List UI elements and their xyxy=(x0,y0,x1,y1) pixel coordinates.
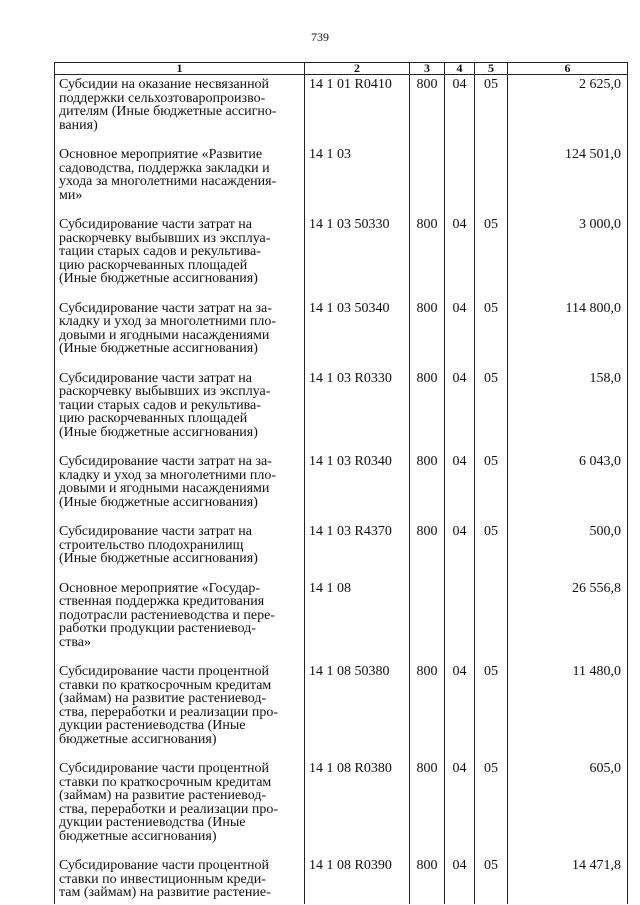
description-line: довыми и ягодными насаждениями xyxy=(59,481,270,496)
subsection-code xyxy=(475,566,508,650)
description-line: подотрасли растениеводства и пере- xyxy=(59,607,275,623)
expense-type-code: 800 xyxy=(410,439,445,509)
table-row xyxy=(55,439,628,509)
row-description xyxy=(55,843,305,900)
row-description xyxy=(55,75,305,133)
budget-classification-code: 14 1 08 50380 xyxy=(305,649,410,746)
subsection-code: 05 xyxy=(475,202,508,286)
description-line: Субсидирование части затрат на xyxy=(59,370,253,386)
section-code xyxy=(445,132,475,202)
description-line: дукции растениеводства (Иные xyxy=(59,815,246,830)
section-code: 04 xyxy=(445,843,475,900)
budget-classification-code: 14 1 03 50330 xyxy=(305,202,410,286)
description-line: Субсидирование части процентной xyxy=(59,664,269,679)
description-line: строительство плодохранилищ xyxy=(59,537,244,553)
subsection-code: 05 xyxy=(475,843,508,900)
description-line: Субсидирование части затрат на за- xyxy=(59,300,272,316)
description-line: тации старых садов и рекультива- xyxy=(59,244,261,259)
section-code: 04 xyxy=(445,649,475,746)
description-line: ухода за многолетними насаждения- xyxy=(59,174,277,189)
table-row xyxy=(55,356,628,440)
expense-type-code: 800 xyxy=(410,286,445,356)
description-line: ми» xyxy=(59,187,83,203)
expense-type-code: 800 xyxy=(410,75,445,133)
table-row xyxy=(55,509,628,566)
description-line: ственная поддержка кредитования xyxy=(59,594,265,609)
table-row xyxy=(55,286,628,356)
amount-value: 26 556,8 xyxy=(508,566,628,650)
description-line: Субсидирование части затрат на xyxy=(59,524,253,539)
expense-type-code: 800 xyxy=(410,356,445,440)
description-line: (займам) на развитие растениевод- xyxy=(59,691,267,706)
description-line: садоводства, поддержка закладки и xyxy=(59,160,270,176)
section-code: 04 xyxy=(445,286,475,356)
budget-table-container xyxy=(54,62,627,904)
description-line: поддержки сельхозтоваропроизво- xyxy=(59,90,266,106)
subsection-code: 05 xyxy=(475,356,508,440)
description-line: тации старых садов и рекультива- xyxy=(59,397,261,413)
column-header-3: 3 xyxy=(410,63,445,75)
amount-value: 6 043,0 xyxy=(508,439,628,509)
subsection-code: 05 xyxy=(475,649,508,746)
spacer-cell xyxy=(305,900,410,904)
section-code xyxy=(445,566,475,650)
description-line: Субсидии на оказание несвязанной xyxy=(59,77,270,92)
row-description xyxy=(55,286,305,356)
section-code: 04 xyxy=(445,75,475,133)
description-line: (Иные бюджетные ассигнования) xyxy=(59,424,258,440)
description-line: дителям (Иные бюджетные ассигно- xyxy=(59,104,277,119)
section-code: 04 xyxy=(445,439,475,509)
expense-type-code: 800 xyxy=(410,649,445,746)
table-row xyxy=(55,132,628,202)
budget-classification-code: 14 1 08 R0380 xyxy=(305,746,410,843)
budget-classification-code: 14 1 01 R0410 xyxy=(305,75,410,133)
subsection-code: 05 xyxy=(475,509,508,566)
description-line: Основное мероприятие «Государ- xyxy=(59,580,260,596)
section-code: 04 xyxy=(445,356,475,440)
table-row xyxy=(55,746,628,843)
column-header-1: 1 xyxy=(55,63,305,75)
subsection-code: 05 xyxy=(475,286,508,356)
amount-value: 2 625,0 xyxy=(508,75,628,133)
row-description xyxy=(55,566,305,650)
amount-value: 14 471,8 xyxy=(508,843,628,900)
expense-type-code: 800 xyxy=(410,202,445,286)
amount-value: 11 480,0 xyxy=(508,649,628,746)
description-line: бюджетные ассигнования) xyxy=(59,731,217,747)
description-line: дукции растениеводства (Иные xyxy=(59,718,246,733)
row-description xyxy=(55,649,305,746)
table-row xyxy=(55,566,628,650)
description-line: вания) xyxy=(59,117,98,133)
budget-classification-code: 14 1 03 xyxy=(305,132,410,202)
spacer-cell xyxy=(475,900,508,904)
section-code: 04 xyxy=(445,746,475,843)
description-line: работки продукции растениевод- xyxy=(59,621,256,636)
amount-value: 500,0 xyxy=(508,509,628,566)
description-line: Основное мероприятие «Развитие xyxy=(59,147,263,162)
expense-type-code: 800 xyxy=(410,509,445,566)
column-header-5: 5 xyxy=(475,63,508,75)
amount-value: 3 000,0 xyxy=(508,202,628,286)
spacer-cell xyxy=(508,900,628,904)
amount-value: 605,0 xyxy=(508,746,628,843)
description-line: ставки по краткосрочным кредитам xyxy=(59,677,272,693)
subsection-code: 05 xyxy=(475,439,508,509)
description-line: кладку и уход за многолетними пло- xyxy=(59,314,277,329)
description-line: цию раскорчеванных площадей xyxy=(59,257,248,273)
budget-classification-code: 14 1 03 R0330 xyxy=(305,356,410,440)
table-row xyxy=(55,649,628,746)
description-line: Субсидирование части затрат на за- xyxy=(59,454,272,469)
amount-value: 158,0 xyxy=(508,356,628,440)
description-line: (займам) на развитие растениевод- xyxy=(59,788,267,803)
description-line: ства, переработки и реализации про- xyxy=(59,704,279,720)
table-body xyxy=(55,75,628,904)
table-header-row xyxy=(55,63,628,75)
description-line: кладку и уход за многолетними пло- xyxy=(59,467,277,483)
expense-type-code: 800 xyxy=(410,843,445,900)
description-line: Субсидирование части затрат на xyxy=(59,217,253,232)
section-code: 04 xyxy=(445,202,475,286)
budget-classification-code: 14 1 08 xyxy=(305,566,410,650)
section-code: 04 xyxy=(445,509,475,566)
description-line: там (займам) на развитие растение- xyxy=(59,885,271,900)
row-description xyxy=(55,439,305,509)
description-line: довыми и ягодными насаждениями xyxy=(59,327,270,343)
description-line: Субсидирование части процентной xyxy=(59,761,269,776)
budget-table xyxy=(54,62,628,904)
description-line: раскорчевку выбывших из эксплуа- xyxy=(59,230,271,246)
column-header-2: 2 xyxy=(305,63,410,75)
spacer-cell xyxy=(410,900,445,904)
spacer-cell xyxy=(55,900,305,904)
budget-classification-code: 14 1 03 50340 xyxy=(305,286,410,356)
expense-type-code xyxy=(410,132,445,202)
description-line: ставки по краткосрочным кредитам xyxy=(59,774,272,790)
subsection-code: 05 xyxy=(475,746,508,843)
description-line: Субсидирование части процентной xyxy=(59,858,269,873)
description-line: (Иные бюджетные ассигнования) xyxy=(59,494,258,510)
row-description xyxy=(55,356,305,440)
table-row xyxy=(55,202,628,286)
amount-value: 124 501,0 xyxy=(508,132,628,202)
budget-classification-code: 14 1 08 R0390 xyxy=(305,843,410,900)
column-header-6: 6 xyxy=(508,63,628,75)
table-spacer-row xyxy=(55,900,628,904)
row-description xyxy=(55,132,305,202)
expense-type-code xyxy=(410,566,445,650)
description-line: (Иные бюджетные ассигнования) xyxy=(59,341,258,356)
subsection-code xyxy=(475,132,508,202)
description-line: (Иные бюджетные ассигнования) xyxy=(59,551,258,566)
description-line: ства» xyxy=(59,634,91,650)
description-line: ства, переработки и реализации про- xyxy=(59,801,279,817)
budget-classification-code: 14 1 03 R4370 xyxy=(305,509,410,566)
description-line: цию раскорчеванных площадей xyxy=(59,411,248,426)
amount-value: 114 800,0 xyxy=(508,286,628,356)
subsection-code: 05 xyxy=(475,75,508,133)
description-line: ставки по инвестиционным креди- xyxy=(59,871,266,887)
table-row xyxy=(55,75,628,133)
description-line: (Иные бюджетные ассигнования) xyxy=(59,271,258,286)
column-header-4: 4 xyxy=(445,63,475,75)
page-number: 739 xyxy=(311,30,329,44)
row-description xyxy=(55,509,305,566)
table-row xyxy=(55,843,628,900)
row-description xyxy=(55,202,305,286)
spacer-cell xyxy=(445,900,475,904)
budget-classification-code: 14 1 03 R0340 xyxy=(305,439,410,509)
row-description xyxy=(55,746,305,843)
expense-type-code: 800 xyxy=(410,746,445,843)
description-line: бюджетные ассигнования) xyxy=(59,828,217,844)
description-line: раскорчевку выбывших из эксплуа- xyxy=(59,384,271,399)
